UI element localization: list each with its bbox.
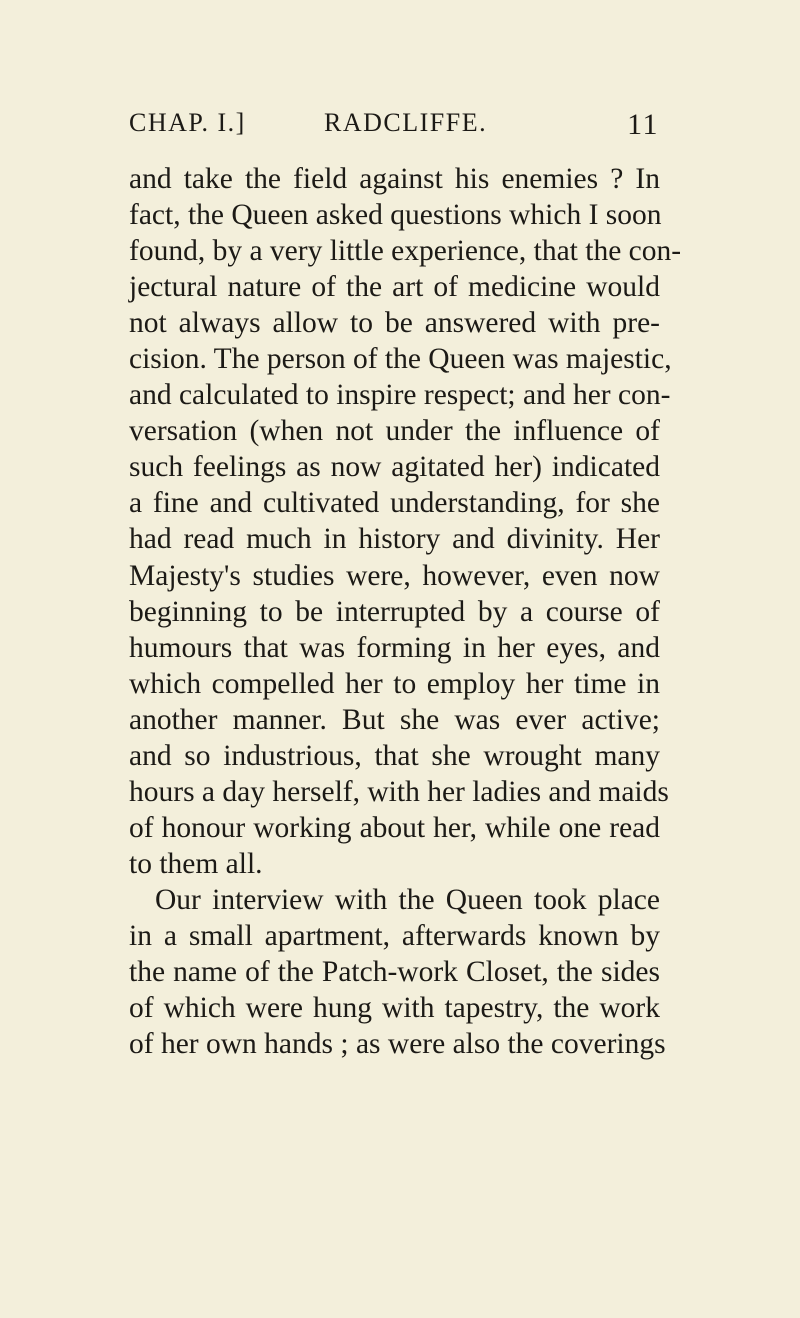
text-line: found, by a very little experience, that the con- [129,235,682,268]
text-line: such feelings as now agitated her) indicated [129,451,660,484]
text-line: and take the field against his enemies ? In [129,163,660,195]
text-line: Majesty's studies were, however, even now [129,559,660,592]
text-line: in a small apartment, afterwards known by [129,919,660,952]
chapter-marker: CHAP. I.] [129,108,246,137]
text-line: another manner. But she was ever active; [129,703,660,736]
text-line: not always allow to be answered with pre- [129,307,660,340]
text-line: of her own hands ; as were also the coverings [129,1028,666,1061]
text-line: fact, the Queen asked questions which I soon [129,199,662,232]
paragraph-start-line: Our interview with the Queen took place [155,883,660,916]
text-line: a fine and cultivated understanding, for she [129,487,660,520]
running-head [129,108,659,144]
text-line: beginning to be interrupted by a course of [129,595,660,628]
text-line: hours a day herself, with her ladies and maids [129,775,669,808]
text-line: had read much in history and divinity. Her [129,523,660,556]
page-number: 11 [627,108,659,141]
text-line: of honour working about her, while one read [129,811,660,844]
text-line: the name of the Patch-work Closet, the sides [129,956,660,989]
text-line: and so industrious, that she wrought many [129,739,660,772]
text-line: of which were hung with tapestry, the work [129,992,660,1025]
text-line: and calculated to inspire respect; and her con- [129,379,671,412]
text-line: cision. The person of the Queen was majestic, [129,343,672,376]
text-line: which compelled her to employ her time in [129,667,660,700]
text-line: humours that was forming in her eyes, and [129,631,660,664]
paragraph-end-line: to them all. [129,847,263,880]
body-text [129,161,682,1062]
running-title: RADCLIFFE. [324,108,488,137]
text-line: versation (when not under the influence of [129,415,660,448]
text-line: jectural nature of the art of medicine would [129,271,660,304]
